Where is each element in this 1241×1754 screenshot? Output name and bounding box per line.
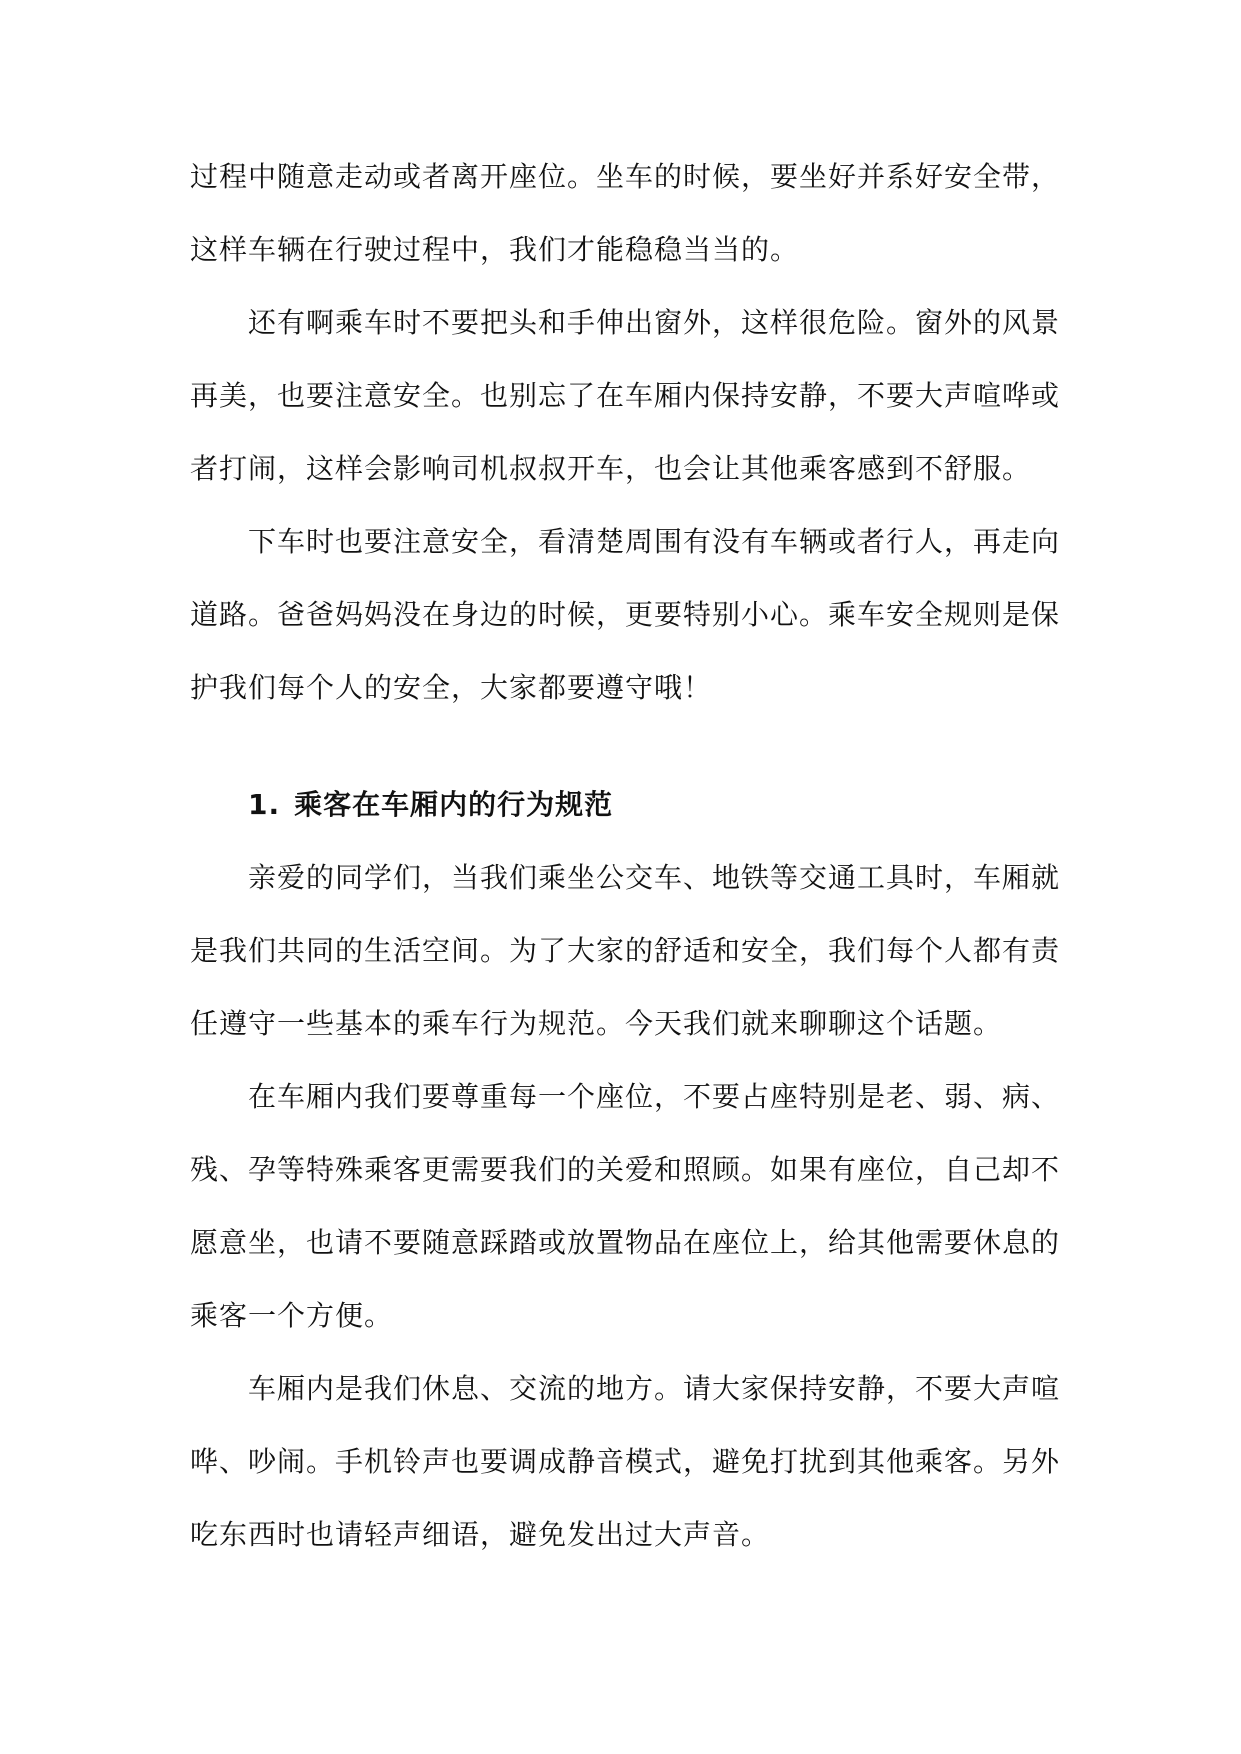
section-heading: [190, 768, 1060, 841]
paragraph-getting-off: 下车时也要注意安全，看清楚周围有没有车辆或者行人，再走向道路。爸爸妈妈没在身边的时候，更要特别小心。乘车安全规则是保护我们每个人的安全，大家都要遵守哦！: [190, 525, 1061, 704]
paragraph-intro: 亲爱的同学们，当我们乘坐公交车、地铁等交通工具时，车厢就是我们共同的生活空间。为了大家的舒适和安全，我们每个人都有责任遵守一些基本的乘车行为规范。今天我们就来聊聊这个话题。: [190, 861, 1061, 1040]
section-title: 乘客在车厢内的行为规范: [294, 788, 614, 821]
paragraph-continued: 过程中随意走动或者离开座位。坐车的时候，要坐好并系好安全带，这样车辆在行驶过程中，我们才能稳稳当当的。: [190, 160, 1061, 266]
document-body: [190, 140, 1060, 1571]
paragraph-quiet: 车厢内是我们休息、交流的地方。请大家保持安静，不要大声喧哗、吵闹。手机铃声也要调成静音模式，避免打扰到其他乘客。另外吃东西时也请轻声细语，避免发出过大声音。: [190, 1372, 1061, 1551]
section-number: 1.: [248, 788, 281, 821]
paragraph-seats: 在车厢内我们要尊重每一个座位，不要占座特别是老、弱、病、残、孕等特殊乘客更需要我们的关爱和照顾。如果有座位，自己却不愿意坐，也请不要随意踩踏或放置物品在座位上，给其他需要休息的乘客一个方便。: [190, 1080, 1061, 1332]
paragraph-window-safety: 还有啊乘车时不要把头和手伸出窗外，这样很危险。窗外的风景再美，也要注意安全。也别忘了在车厢内保持安静，不要大声喧哗或者打闹，这样会影响司机叔叔开车，也会让其他乘客感到不舒服。: [190, 306, 1061, 485]
